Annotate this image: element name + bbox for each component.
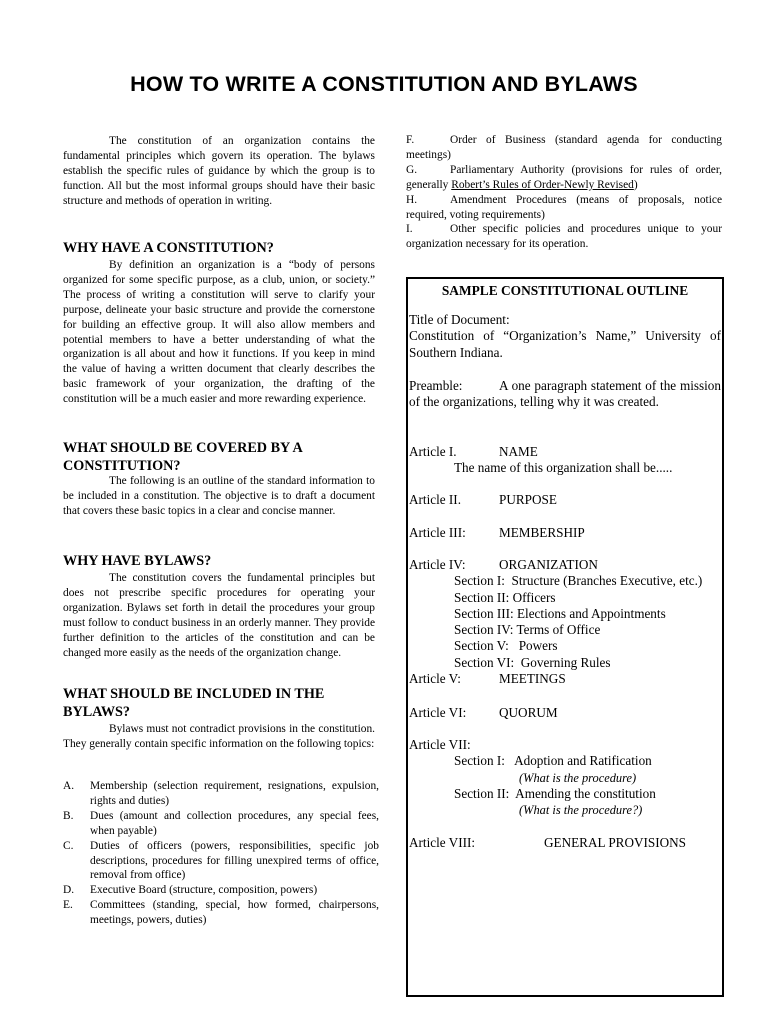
why-constitution-paragraph: By definition an organization is a “body of persons organized for some specific purpose, as a club, union, or society.” The process of writing a constitution will serve to clarify your purpose, delineate your basic structure and provide the cornerstone for building an effective group. It will also allow members and potential members to have a better understanding of what the organization is all about and how it functions. If you keep in mind the value of having a written document that clearly describes the basic framework of your organization, the drafting of the constitution will be a much easier and more rewarding experience. — [63, 259, 375, 406]
list-item: D. Executive Board (structure, composition, powers) — [63, 884, 318, 897]
outline-title-section: Title of Document: Constitution of “Organization’s Name,” University of Southern Indiana. — [409, 312, 721, 360]
outline-heading: SAMPLE CONSTITUTIONAL OUTLINE — [441, 283, 689, 298]
outline-article-6: Article VI: QUORUM — [409, 705, 558, 720]
outline-article-2: Article II. PURPOSE — [409, 492, 557, 507]
list-item: B. Dues (amount and collection procedures, any special fees, when payable) — [63, 809, 379, 837]
list-item: H. Amendment Procedures (means of proposals, notice required, voting requirements) — [406, 193, 722, 221]
outline-section: Section VI: Governing Rules — [454, 654, 611, 670]
outline-section: Section II: Officers — [454, 589, 556, 605]
list-item: C. Duties of officers (powers, responsibilities, specific job descriptions, procedures for filling unexpired terms of office, removal from office) — [63, 839, 379, 882]
roberts-rules-reference: Robert’s Rules of Order-Newly Revised — [451, 178, 634, 191]
heading-what-included: WHAT SHOULD BE INCLUDED IN THE BYLAWS? — [63, 686, 325, 720]
what-included-paragraph: Bylaws must not contradict provisions in the constitution. They generally contain specific information on the following topics: — [63, 723, 375, 750]
outline-section-note: (What is the procedure?) — [519, 803, 643, 818]
outline-title-text: Constitution of “Organization’s Name,” University of Southern Indiana. — [409, 328, 721, 360]
outline-article-8: Article VIII: GENERAL PROVISIONS — [409, 835, 687, 850]
outline-preamble: Preamble: A one paragraph statement of the mission of the organizations, telling why it was created. — [409, 378, 721, 410]
page-title: HOW TO WRITE A CONSTITUTION AND BYLAWS — [130, 72, 638, 96]
left-column — [63, 134, 375, 209]
list-item: G. Parliamentary Authority (provisions for rules of order, generally Robert’s Rules of Order-Newly Revised) — [406, 163, 722, 191]
outline-article-7: Article VII: Section I: Adoption and Ratification (What is the procedure) Section II: Amending the constitution (What is the procedure?) — [409, 737, 721, 818]
heading-why-constitution: WHY HAVE A CONSTITUTION? — [63, 240, 274, 256]
outline-section-note: (What is the procedure) — [519, 770, 637, 785]
list-item: I. Other specific policies and procedures unique to your organization necessary for its operation. — [406, 223, 722, 251]
sample-outline-box — [406, 277, 724, 997]
heading-why-bylaws: WHY HAVE BYLAWS? — [63, 553, 212, 569]
outline-article-1: Article I. NAME The name of this organization shall be..... — [409, 444, 673, 476]
list-item: A. Membership (selection requirement, resignations, expulsion, rights and duties) — [63, 780, 379, 807]
outline-section: Section II: Amending the constitution — [454, 785, 656, 801]
outline-article-3: Article III: MEMBERSHIP — [409, 525, 585, 540]
heading-what-covered: WHAT SHOULD BE COVERED BY A CONSTITUTION? — [63, 440, 303, 474]
bylaws-topic-list-continued — [406, 133, 722, 252]
outline-article-4: Article IV: ORGANIZATION Section I: Structure (Branches Executive, etc.) Section II: Officers Section III: Elections and Appointments Section IV: Terms of Office Section V: Powers Section VI: Governing Rules Article V: MEETINGS — [409, 557, 721, 687]
outline-section: Section IV: Terms of Office — [454, 622, 601, 638]
outline-section: Section I: Structure (Branches Executive, etc.) — [454, 573, 703, 589]
list-item: E. Committees (standing, special, how formed, chairpersons, meetings, powers, duties) — [63, 899, 379, 927]
outline-section: Section V: Powers — [454, 638, 558, 654]
intro-paragraph: The constitution of an organization contains the fundamental principles which govern its operation. The bylaws establish the specific rules of guidance by which the group is to function. All but the most informal groups should have their basic structure and methods of operation in writing. — [63, 135, 375, 207]
bylaws-topic-list — [63, 779, 379, 928]
list-item: F. Order of Business (standard agenda for conducting meetings) — [406, 134, 722, 161]
outline-section: Section III: Elections and Appointments — [454, 605, 666, 621]
what-covered-paragraph: The following is an outline of the standard information to be included in a constitution. The objective is to draft a document that covers these basic topics in a clear and concise manner. — [63, 475, 375, 517]
why-bylaws-paragraph: The constitution covers the fundamental principles but does not prescribe specific procedures for operating your organization. Bylaws set forth in detail the procedures your group must follow to conduct business in an orderly manner. They provide further definition to the articles of the constitution and can be changed more easily as the needs of the organization change. — [63, 572, 375, 659]
outline-section: Section I: Adoption and Ratification — [454, 753, 652, 769]
